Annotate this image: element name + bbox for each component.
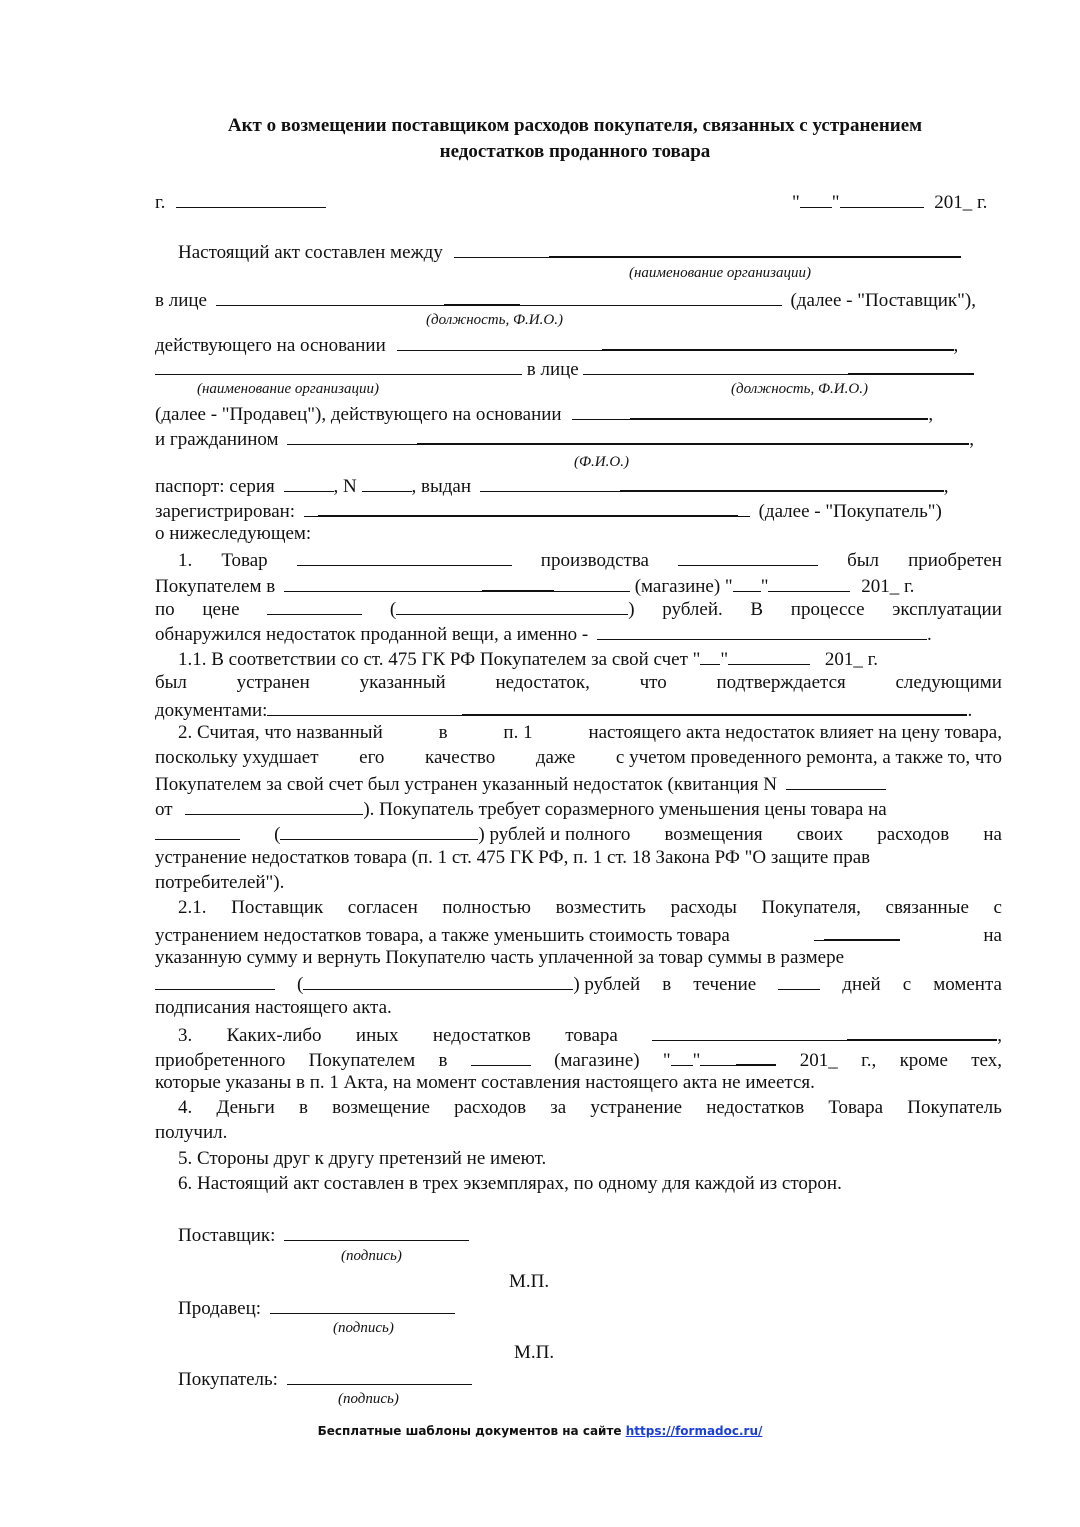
- caption-org: (наименование организации): [629, 265, 812, 281]
- p1-line1: 1. Товар производства был приобретен: [178, 547, 1002, 571]
- city-blank: [176, 189, 326, 208]
- day-blank: [800, 189, 832, 208]
- buyer-signature: Покупатель:: [178, 1366, 472, 1392]
- acting-basis-line: действующего на основании ,: [155, 331, 958, 358]
- p3-line3: которые указаны в п. 1 Акта, на момент составления настоящего акта не имеется.: [155, 1072, 815, 1093]
- city-field: [155, 189, 326, 215]
- act-between-line: Настоящий акт составлен между: [178, 238, 961, 265]
- registered-line: зарегистрирован: (далее - "Покупатель"): [155, 497, 942, 524]
- p2-line3: Покупателем за свой счет был устранен указанный недостаток (квитанция N: [155, 771, 886, 797]
- caption-fio: (Ф.И.О.): [574, 454, 629, 470]
- caption-sign-2: (подпись): [333, 1320, 394, 1336]
- citizen-line: и гражданином ,: [155, 425, 974, 452]
- p11-line1: 1.1. В соответствии со ст. 475 ГК РФ Покупателем за свой счет " " 201_ г.: [178, 646, 878, 672]
- p21-line4: ( ) рублей в течение дней с момента: [155, 971, 1002, 995]
- seller-signature-blank: [270, 1295, 455, 1314]
- p6-line: 6. Настоящий акт составлен в трех экземплярах, по одному для каждой из сторон.: [178, 1173, 842, 1194]
- document-title-line2: недостатков проданного товара: [439, 141, 711, 162]
- caption-sign-3: (подпись): [338, 1391, 399, 1407]
- p1-line2: Покупателем в (магазине) " " 201_ г.: [155, 572, 914, 599]
- date-field: " " 201_ г.: [792, 189, 987, 215]
- seller-line: (далее - "Продавец"), действующего на основании ,: [155, 400, 933, 427]
- p5-line: 5. Стороны друг к другу претензий не имеют.: [178, 1148, 547, 1169]
- p3-line2: приобретенного Покупателем в (магазине) " " 201_ г., кроме тех,: [155, 1046, 1002, 1070]
- p2-line6: устранение недостатков товара (п. 1 ст. 475 ГК РФ, п. 1 ст. 18 Закона РФ "О защите прав: [155, 847, 871, 868]
- city-label: г.: [155, 192, 166, 213]
- footer-text: Бесплатные шаблоны документов на сайте: [317, 1424, 622, 1438]
- p2-line7: потребителей").: [155, 872, 285, 893]
- p21-line5: подписания настоящего акта.: [155, 997, 392, 1018]
- p4-line2: получил.: [155, 1122, 228, 1143]
- p2-line4: от ). Покупатель требует соразмерного уменьшения цены товара на: [155, 796, 887, 822]
- month-blank: [840, 189, 924, 208]
- p21-line2: устранением недостатков товара, а также уменьшить стоимость товара на: [155, 921, 1002, 945]
- stamp-label-2: М.П.: [514, 1342, 555, 1363]
- p11-line2: был устранен указанный недостаток, что подтверждается следующими: [155, 672, 1002, 693]
- footer-link[interactable]: https://formadoc.ru/: [625, 1424, 763, 1438]
- passport-line: паспорт: серия , N , выдан ,: [155, 472, 949, 499]
- footer: [0, 1424, 1080, 1438]
- p3-line1: 3. Каких-либо иных недостатков товара ,: [178, 1021, 1002, 1045]
- p1-line3: по цене ( ) рублей. В процессе эксплуатации: [155, 596, 1002, 620]
- document-title-line1: Акт о возмещении поставщиком расходов покупателя, связанных с устранением: [227, 115, 923, 136]
- p2-line1: 2. Считая, что названный в п. 1 настоящего акта недостаток влияет на цену товара,: [178, 722, 1002, 743]
- supplier-signature-blank: [284, 1222, 469, 1241]
- stamp-label-1: М.П.: [509, 1271, 550, 1292]
- p2-line2: поскольку ухудшает его качество даже с учетом проведенного ремонта, а также то, что: [155, 747, 1002, 768]
- p2-line5: ( ) рублей и полного возмещения своих расходов на: [155, 821, 1002, 845]
- p21-line3: указанную сумму и вернуть Покупателю часть уплаченной за товар суммы в размере: [155, 947, 845, 968]
- p11-line3: документами: .: [155, 696, 972, 723]
- seller-signature: Продавец:: [178, 1295, 455, 1321]
- caption-sign-1: (подпись): [341, 1248, 402, 1264]
- supplier-signature: Поставщик:: [178, 1222, 469, 1248]
- following-label: о нижеследующем:: [155, 523, 312, 544]
- year-text: 201_ г.: [934, 192, 988, 213]
- caption-position-2: (должность, Ф.И.О.): [731, 381, 868, 397]
- caption-position: (должность, Ф.И.О.): [426, 312, 563, 328]
- buyer-signature-blank: [287, 1366, 472, 1385]
- caption-org-2: (наименование организации): [197, 381, 380, 397]
- p4-line1: 4. Деньги в возмещение расходов за устранение недостатков Товара Покупатель: [178, 1097, 1002, 1118]
- in-face-line-2: в лице: [155, 355, 974, 382]
- p21-line1: 2.1. Поставщик согласен полностью возместить расходы Покупателя, связанные с: [178, 897, 1002, 918]
- in-face-line: в лице (далее - "Поставщик"),: [155, 286, 976, 313]
- p1-line4: обнаружился недостаток проданной вещи, а именно - .: [155, 621, 932, 647]
